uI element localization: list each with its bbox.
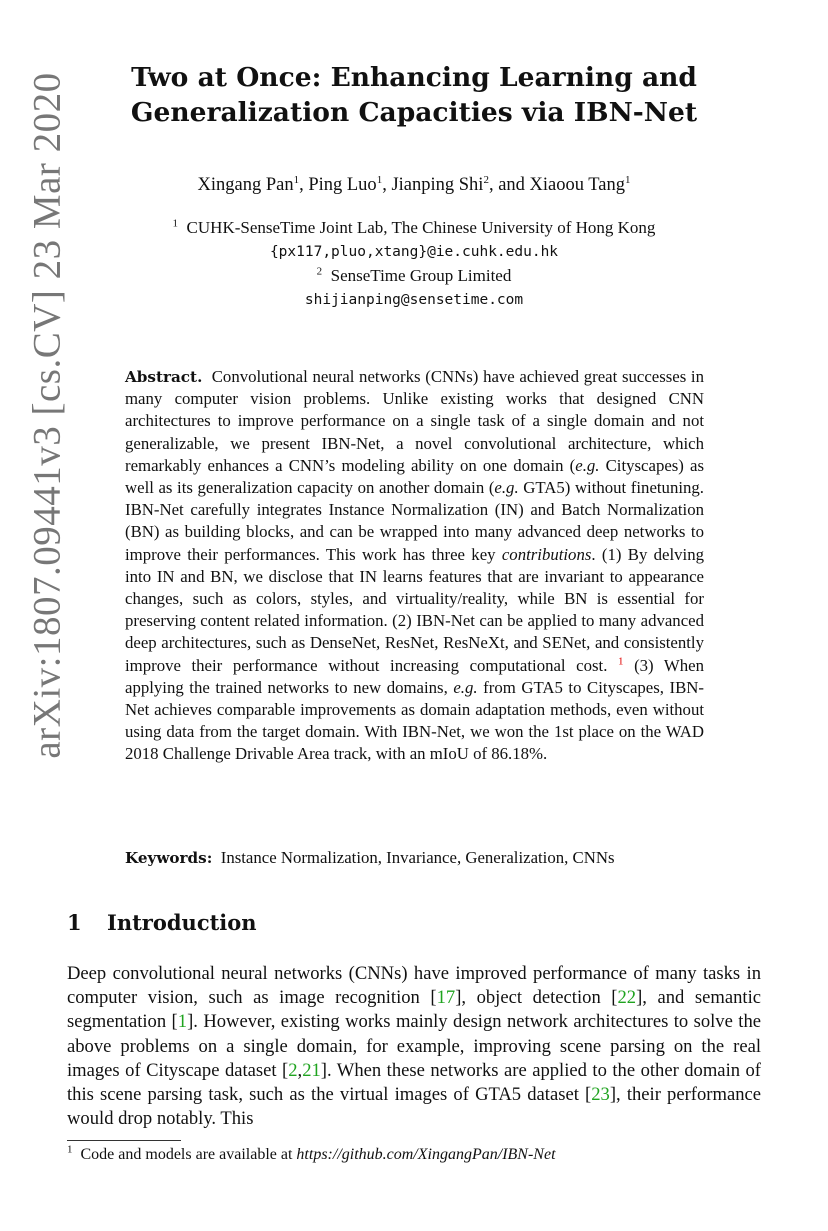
author-affil-mark: 1 xyxy=(625,173,631,186)
intro-text: ], and semantic segmentation [ xyxy=(67,987,761,1033)
author-affil-mark: 2 xyxy=(483,173,489,186)
paper-title xyxy=(90,60,738,130)
abstract-text: Convolutional neural networks (CNNs) have achieved great successes in many computer vision problems. Unlike existing works that designed CNN architectures to improve performance on a single task of a single domain and not generalizable, we present IBN-Net, a novel convolutional architecture, which remarkably enhances a CNN’s modeling ability on one domain ( xyxy=(125,367,704,475)
author-name: Xingang Pan xyxy=(197,175,294,195)
keywords-text: Instance Normalization, Invariance, Generalization, CNNs xyxy=(220,848,615,867)
intro-text: ], object detection [ xyxy=(455,987,618,1009)
citation-link[interactable]: 23 xyxy=(591,1084,610,1106)
citation-link[interactable]: 21 xyxy=(302,1059,321,1081)
intro-text: ], their performance would drop notably. This xyxy=(67,1084,762,1130)
section-title: Introduction xyxy=(107,910,257,935)
abstract-text: (3) When applying the trained networks to new domains, xyxy=(125,655,704,697)
footnote xyxy=(67,1143,556,1164)
section-heading xyxy=(67,910,257,935)
keywords xyxy=(125,848,725,868)
footnote-text: Code and models are available at xyxy=(80,1146,297,1163)
arxiv-identifier-text: arXiv:1807.09441v3 [cs.CV] 23 Mar 2020 xyxy=(25,71,69,759)
intro-paragraph xyxy=(67,962,761,1131)
intro-text: ]. When these networks are applied to the other domain of this scene parsing task, such as the virtual images of GTA5 dataset [ xyxy=(67,1059,762,1106)
footnote-link[interactable]: 1 xyxy=(618,655,624,668)
affiliation-email[interactable]: {px117,pluo,xtang}@ie.cuhk.edu.hk xyxy=(269,244,559,260)
author-affil-mark: 1 xyxy=(376,173,383,186)
footnote-divider xyxy=(67,1140,181,1141)
intro-text: ]. However, existing works mainly design network architectures to solve the above problems on a single domain, for example, improving scene parsing on the real images of Cityscape dataset [ xyxy=(67,1011,761,1081)
section-number: 1 xyxy=(67,910,82,935)
abstract-text: . (1) By delving into IN and BN, we disclose that IN learns features that are invariant to appearance changes, such as colors, styles, and virtuality/reality, while BN is essential for preserving content related information. (2) IBN-Net can be applied to many advanced deep architectures, such as DenseNet, ResNet, ResNeXt, and SENet, and consistently improve their performance without increasing computational cost. xyxy=(125,544,704,675)
author-affil-mark: 1 xyxy=(293,173,300,186)
abstract-italic: e.g. xyxy=(575,455,600,475)
footnote-url[interactable]: https://github.com/XingangPan/IBN-Net xyxy=(296,1146,556,1163)
keywords-label: Keywords: xyxy=(125,849,213,867)
title-line-1: Two at Once: Enhancing Learning and xyxy=(131,62,697,93)
citation-link[interactable]: 2 xyxy=(288,1059,298,1081)
affiliations xyxy=(90,216,738,312)
affiliation-2 xyxy=(90,264,738,288)
footnote-mark: 1 xyxy=(67,1143,73,1156)
intro-text: , xyxy=(297,1059,303,1081)
affiliation-email[interactable]: shijianping@sensetime.com xyxy=(304,292,524,308)
affiliation-1 xyxy=(90,216,738,240)
affiliation-org: CUHK-SenseTime Joint Lab, The Chinese University of Hong Kong xyxy=(186,218,656,237)
author-name: Ping Luo xyxy=(308,175,377,195)
author-name: and Xiaoou Tang xyxy=(498,175,625,195)
abstract-label: Abstract. xyxy=(125,368,203,386)
abstract-italic: e.g. xyxy=(494,478,519,498)
abstract-italic: contributions xyxy=(501,544,592,564)
abstract-text: Cityscapes) as well as its generalization capacity on another domain ( xyxy=(125,455,704,498)
title-line-2: Generalization Capacities via IBN-Net xyxy=(130,97,698,128)
arxiv-identifier xyxy=(24,60,70,770)
citation-link[interactable]: 17 xyxy=(436,987,456,1009)
affiliation-mark: 2 xyxy=(316,265,323,278)
abstract xyxy=(125,366,704,766)
author-name: Jianping Shi xyxy=(391,175,484,195)
intro-text: Deep convolutional neural networks (CNNs) have improved performance of many tasks in computer vision, such as image recognition [ xyxy=(67,963,761,1009)
abstract-text: GTA5) without finetuning. IBN-Net carefully integrates Instance Normalization (IN) and Batch Normalization (BN) as building blocks, and can be wrapped into many advanced deep networks to improve their performances. This work has three key xyxy=(125,478,704,564)
affiliation-mark: 1 xyxy=(172,217,179,230)
citation-link[interactable]: 1 xyxy=(177,1011,188,1033)
citation-link[interactable]: 22 xyxy=(617,987,637,1009)
abstract-italic: e.g. xyxy=(453,677,478,697)
abstract-text: from GTA5 to Cityscapes, IBN-Net achieves comparable improvements as domain adaptation methods, even without using data from the target domain. With IBN-Net, we won the 1st place on the WAD 2018 Challenge Drivable Area track, with an mIoU of 86.18%. xyxy=(125,677,705,764)
author-list: Xingang Pan$^1$, Ping Luo$^1$, Jianping Shi$^2$, and Xiaoou Tang$^1$ xyxy=(197,173,631,195)
affiliation-org: SenseTime Group Limited xyxy=(330,266,512,285)
